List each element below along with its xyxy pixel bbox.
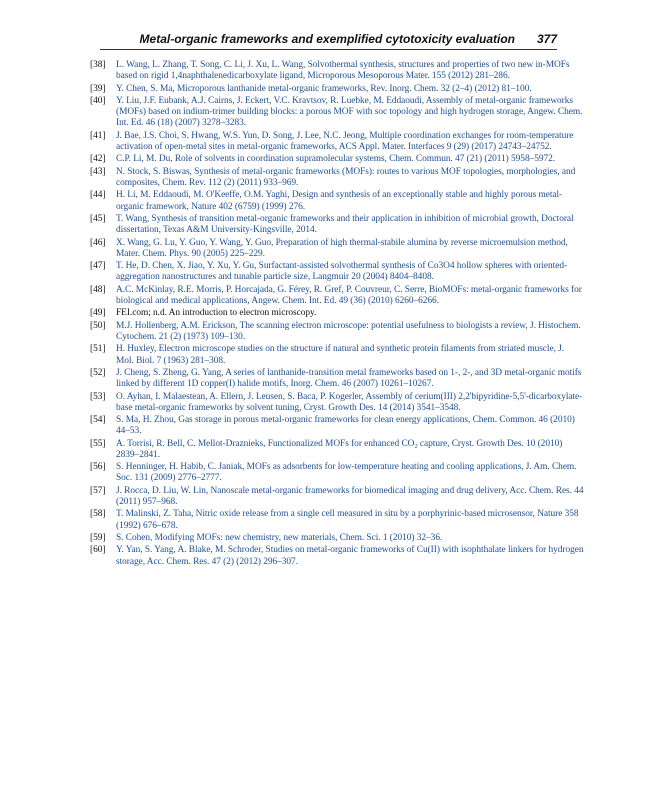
reference-number: [52] [90, 367, 106, 378]
running-title: Metal-organic frameworks and exemplified cytotoxicity evaluation [139, 32, 515, 46]
reference-number: [50] [90, 320, 106, 331]
reference-item [90, 545, 584, 567]
page-header [100, 30, 557, 50]
reference-item [90, 167, 584, 189]
reference-link[interactable]: H. Li, M. Eddaoudi, M. O'Keeffe, O.M. Yaghi, Design and synthesis of an exceptionally stable and highly porous metal-organic framework, Nature 402 (6759) (1999) 276. [116, 190, 563, 212]
reference-item [90, 238, 584, 260]
reference-link[interactable]: S. Ma, H. Zhou, Gas storage in porous metal-organic frameworks for clean energy applications, Chem. Common. 46 (2010) 44–53. [116, 415, 575, 437]
reference-item [90, 368, 584, 390]
reference-link[interactable]: O. Ayhan, I. Malaestean, A. Ellern, J. Leusen, S. Baca, P. Kogerler, Assembly of cerium(III) 2,2'bipyridine-5,5'-dicarboxylate-base metal-organic frameworks by solvent tuning, Cryst. Growth Des. 14 (2014) 3541–3548. [116, 391, 583, 413]
reference-number: [56] [90, 462, 106, 473]
reference-item [90, 285, 584, 307]
reference-link[interactable]: T. He, D. Chen, X. Jiao, Y. Xu, Y. Gu, Surfactant-assisted solvothermal synthesis of Co3O4 hollow spheres with oriented-aggregation nanostructures and tunable particle size, Langmuir 20 (2004) 8404–8408. [116, 261, 568, 283]
reference-item [90, 344, 584, 366]
reference-number: [45] [90, 213, 106, 224]
reference-number: [58] [90, 509, 106, 520]
header-rule [100, 49, 557, 50]
reference-number: [60] [90, 545, 106, 556]
reference-item [90, 96, 584, 130]
page-number: 377 [536, 32, 557, 46]
reference-number: [39] [90, 83, 106, 94]
reference-item [90, 84, 584, 95]
reference-link[interactable]: Y. Chen, S. Ma, Microporous lanthanide metal-organic frameworks, Rev. Inorg. Chem. 32 (2–4) (2012) 81–100. [116, 83, 532, 94]
reference-number: [41] [90, 130, 106, 141]
reference-item [90, 392, 584, 414]
reference-link[interactable]: J. Rocca, D. Liu, W. Lin, Nanoscale metal-organic frameworks for biomedical imaging and drug delivery, Acc. Chem. Res. 44 (2011) 957–968. [116, 485, 584, 508]
reference-link[interactable]: N. Stock, S. Biswas, Synthesis of metal-organic frameworks (MOFs): routes to various MOF topologies, morphologies, and composites, Chem. Rev. 112 (2) (2011) 933–969. [116, 166, 576, 188]
reference-number: [46] [90, 237, 106, 248]
reference-link[interactable]: A.C. McKinlay, R.E. Morris, P. Horcajada, G. Férey, R. Gref, P. Couvreur, C. Serre, BioMOFs: metal-organic frameworks for biological and medical applications, Angew. Chem. Int. Ed. 49 (36) (2010) 6260–6266. [116, 284, 582, 306]
reference-item [90, 533, 584, 544]
reference-link[interactable]: Y. Yan, S. Yang, A. Blake, M. Schroder, Studies on metal-organic frameworks of Cu(II) with isophthalate linkers for hydrogen storage, Acc. Chem. Res. 47 (2) (2012) 296–307. [116, 545, 584, 567]
reference-number: [38] [90, 60, 106, 70]
reference-number: [44] [90, 190, 106, 201]
reference-number: [54] [90, 415, 106, 426]
reference-number: [40] [90, 95, 106, 106]
reference-item [90, 439, 584, 461]
reference-list [90, 60, 584, 569]
reference-link[interactable]: J. Bae, J.S. Choi, S. Hwang, W.S. Yun, D. Song, J. Lee, N.C. Jeong, Multiple coordination exchanges for room-temperature activation of open-metal sites in metal-organic frameworks, ACS Appl. Mater. Interfaces 9 (29) (2017) 24743–24752. [116, 130, 574, 152]
reference-item [90, 415, 584, 437]
reference-number: [48] [90, 284, 106, 295]
reference-number: [49] [90, 308, 106, 319]
reference-link[interactable]: T. Malinski, Z. Taha, Nitric oxide release from a single cell measured in situ by a porphyrinic-based microsensor, Nature 358 (1992) 676–678. [116, 509, 579, 531]
reference-number: [59] [90, 533, 106, 544]
reference-number: [57] [90, 485, 106, 496]
reference-item [90, 509, 584, 531]
reference-number: [47] [90, 261, 106, 272]
reference-link[interactable]: S. Cohen, Modifying MOFs: new chemistry, new materials, Chem. Sci. 1 (2010) 32–36. [116, 533, 443, 544]
reference-number: [42] [90, 154, 106, 165]
reference-number: [51] [90, 344, 106, 355]
reference-link[interactable]: M.J. Hollenberg, A.M. Erickson, The scanning electron microscope: potential usefulness to biologists a review, J. Histochem. Cytochem. 21 (2) (1973) 109–130. [116, 320, 581, 342]
reference-link[interactable]: C.P. Li, M. Du, Role of solvents in coordination supramolecular systems, Chem. Commun. 47 (21) (2011) 5958–5972. [116, 154, 556, 165]
reference-link[interactable]: T. Wang, Synthesis of transition metal-organic frameworks and their application in inhibition of microbial growth, Doctoral dissertation, Texas A&M University-Kingsville, 2014. [116, 213, 574, 236]
reference-link[interactable]: H. Huxley, Electron microscope studies on the structure if natural and synthetic protein filaments from striated muscle, J. Mol. Biol. 7 (1963) 281–308. [116, 344, 565, 366]
reference-link[interactable]: S. Henninger, H. Habib, C. Janiak, MOFs as adsorbents for low-temperature heating and cooling applications, J. Am. Chem. Soc. 131 (2009) 2776–2777. [116, 462, 577, 484]
reference-link[interactable]: J. Cheng, S. Zheng, G. Yang, A series of lanthanide-transition metal frameworks based on 1-, 2-, and 3D metal-organic motifs linked by different 1D copper(I) halide motifs, Inorg. Chem. 46 (2007) 10261–10267. [116, 367, 582, 390]
reference-item [90, 214, 584, 236]
reference-number: [55] [90, 438, 106, 449]
reference-link[interactable]: X. Wang, G. Lu, Y. Guo, Y. Wang, Y. Guo, Preparation of high thermal-stabile alumina by reverse microemulsion method, Mater. Chem. Phys. 90 (2005) 225–229. [116, 237, 568, 259]
reference-item [90, 60, 584, 82]
reference-item [90, 321, 584, 343]
reference-item [90, 154, 584, 165]
reference-link[interactable]: Y. Liu, J.F. Eubank, A.J. Cairns, J. Eckert, V.C. Kravtsov, R. Luebke, M. Eddaoudi, Assembly of metal-organic frameworks (MOFs) based on indium-trimer building blocks: a porous MOF with soc topology and high hydrogen storage, Angew. Chem. Int. Ed. 46 (18) (2007) 3278–3283. [116, 95, 583, 129]
reference-number: [53] [90, 391, 106, 402]
reference-link[interactable]: FEI.com; n.d. An introduction to electron microscopy. [116, 308, 317, 319]
reference-link[interactable]: L. Wang, L. Zhang, T. Song, C. Li, J. Xu, L. Wang, Solvothermal synthesis, structures and properties of two new in-MOFs based on rigid 1,4naphthalenedicarboxylate ligand, Microporous Mesoporous Mater. 155 (2012) 281–286. [116, 60, 570, 82]
reference-link[interactable]: A. Torrisi, R. Bell, C. Mellot-Draznieks, Functionalized MOFs for enhanced CO₂ capture, Cryst. Growth Des. 10 (2010) 2839–2841. [116, 438, 563, 460]
reference-number: [43] [90, 166, 106, 177]
reference-item [90, 131, 584, 153]
reference-item [90, 261, 584, 283]
reference-item [90, 486, 584, 508]
reference-item [90, 190, 584, 212]
reference-item [90, 462, 584, 484]
reference-item [90, 308, 584, 319]
